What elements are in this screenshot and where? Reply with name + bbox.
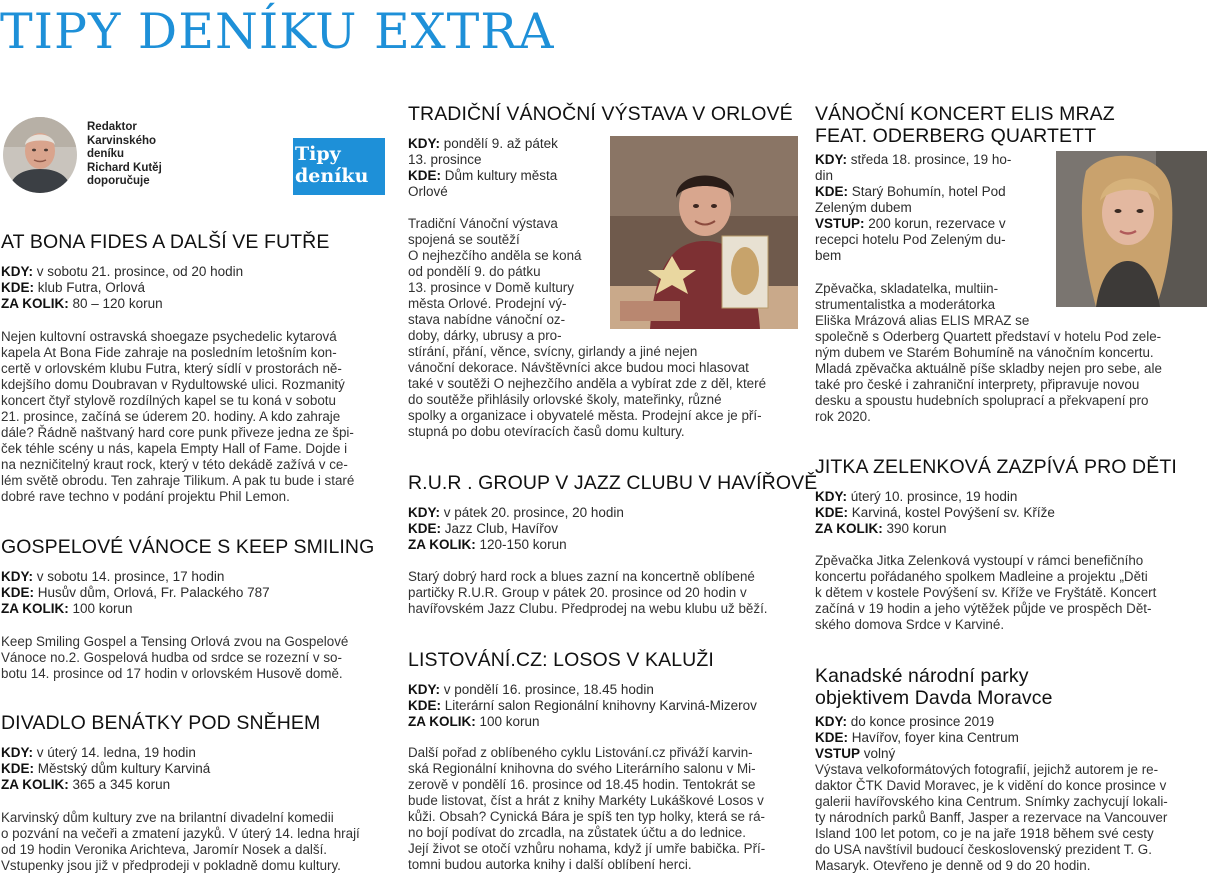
fact-label: ZA KOLIK:	[408, 714, 476, 729]
fact-when: v sobotu 14. prosince, 17 hodin	[36, 569, 225, 584]
body-line: 21. prosince, začíná se úderem 20. hodiny. A kdo zahraje	[1, 409, 341, 424]
fact-price: 120-150 korun	[479, 537, 567, 552]
fact-price: 390 korun	[886, 521, 947, 536]
editor-line: doporučuje	[87, 175, 150, 187]
body-line: začíná v 19 hodin a jeho výtěžek půjde ve prospěch Dět-	[815, 601, 1152, 616]
article-facts	[408, 682, 798, 730]
fact-when: v pondělí 16. prosince, 18.45 hodin	[443, 682, 654, 697]
body-line: Mladá zpěvačka aktuálně píše skladby nejen pro sebe, ale	[815, 361, 1162, 376]
fact-label: VSTUP	[815, 746, 861, 761]
body-line: rok 2020.	[815, 409, 871, 424]
body-line: ček téhle scény u nás, kapela Empty Hall of Fame. Dojde i	[1, 441, 348, 456]
fact-price: 100 korun	[479, 714, 540, 729]
body-line: také v soutěži O nejhezčího anděla a vybírat zde z děl, které	[408, 376, 767, 391]
fact-entry: 200 korun, rezervace v	[868, 216, 1006, 231]
article-facts	[815, 489, 1209, 537]
fact-when: pondělí 9. až pátek	[443, 136, 558, 151]
body-line: tomni budou autorka knihy i další oblíbení herci.	[408, 857, 692, 872]
fact-label: KDE:	[815, 505, 848, 520]
article-body	[408, 745, 765, 873]
body-line: lém světě obrodu. Ten zahraje Tilikum. A pak tu bude i staré	[1, 473, 355, 488]
body-line: strumentalistka a moderátorka	[815, 297, 996, 312]
fact-label: KDE:	[1, 585, 34, 600]
article-title: Kanadské národní parky	[815, 665, 1029, 687]
logo-line: Tipy	[295, 143, 341, 165]
tipy-deniku-logo	[293, 138, 385, 195]
body-line: kůži. Obsah? Cynická Bára je spíš ten typ holky, která se rá-	[408, 809, 765, 824]
body-line: stava nabídne vánoční oz-	[408, 312, 566, 327]
article-title: objektivem Davda Moravce	[815, 687, 1053, 709]
body-line: Island 100 let potom, co je na jaře 1918 během své cesty	[815, 826, 1154, 841]
fact-where: klub Futra, Orlová	[37, 280, 146, 295]
body-line: ského domova Srdce v Karviné.	[815, 617, 1005, 632]
fact-where-cont: Zeleným dubem	[815, 200, 912, 215]
body-line: koncertu pořádaného spolkem Madleine a projektu „Děti	[815, 569, 1148, 584]
article-title: TRADIČNÍ VÁNOČNÍ VÝSTAVA V ORLOVÉ	[408, 103, 793, 125]
article-body	[815, 553, 1156, 633]
article-title: FEAT. ODERBERG QUARTETT	[815, 125, 1097, 147]
body-line: Vstupenky jsou již v předprodeji v pokladně domu kultury.	[1, 858, 341, 873]
fact-label: KDY:	[408, 505, 440, 520]
body-line: vánoční dekorace. Návštěvníci akce budou moci hlasovat	[408, 360, 749, 375]
body-line: daktor ČTK David Moravec, je k vidění do konce prosince v	[815, 778, 1167, 793]
fact-price: 100 korun	[72, 601, 133, 616]
fact-price: 365 a 345 korun	[72, 777, 171, 792]
body-line: Masaryk. Otevřeno je denně od 9 do 20 hodin.	[815, 858, 1091, 873]
editor-photo	[3, 117, 77, 193]
article-facts	[815, 152, 1055, 264]
fact-where-cont: Orlové	[408, 184, 448, 199]
fact-label: KDY:	[815, 714, 847, 729]
body-line: také pro české i zahraniční interprety, připravuje novou	[815, 377, 1140, 392]
logo-line: deníku	[295, 165, 369, 187]
body-line: Tradiční Vánoční výstava	[408, 216, 558, 231]
fact-label: KDE:	[815, 184, 848, 199]
body-line: galerii havířovského kina Centrum. Snímky zachycují lokali-	[815, 794, 1168, 809]
body-line: od 19 hodin Veronika Arichteva, Jaromír Nosek a další.	[1, 842, 328, 857]
body-line: 13. prosince v Domě kultury	[408, 280, 574, 295]
body-line: Karvinský dům kultury zve na brilantní divadelní komedii	[1, 810, 334, 825]
body-line: ty národních parků Banff, Jasper a rezervace na Vancouver	[815, 810, 1168, 825]
fact-label: KDE:	[1, 280, 34, 295]
body-line: k dětem v kostele Povýšení sv. Kříže ve Fryštátě. Koncert	[815, 585, 1157, 600]
fact-entry-cont: bem	[815, 248, 842, 263]
article-title: GOSPELOVÉ VÁNOCE S KEEP SMILING	[1, 536, 375, 558]
fact-when: v sobotu 21. prosince, od 20 hodin	[36, 264, 244, 279]
body-line: ská Regionální knihovna do svého Literárního salonu v Mi-	[408, 761, 756, 776]
fact-label: ZA KOLIK:	[1, 296, 69, 311]
article-facts	[1, 569, 381, 617]
fact-price: 80 – 120 korun	[72, 296, 163, 311]
editor-recommendation	[87, 121, 162, 189]
fact-where: Husův dům, Orlová, Fr. Palackého 787	[37, 585, 270, 600]
body-line: zerově v pondělí 16. prosince od 18.45 hodin. Tentokrát se	[408, 777, 756, 792]
article-title: R.U.R . GROUP V JAZZ CLUBU V HAVÍŘOVĚ	[408, 472, 818, 494]
body-line: O nejhezčího anděla se koná	[408, 248, 582, 263]
fact-label: ZA KOLIK:	[1, 777, 69, 792]
body-line: spojená se soutěží	[408, 232, 520, 247]
body-line: do USA navštívil budoucí československý prezident T. G.	[815, 842, 1152, 857]
body-line: Výstava velkoformátových fotografií, jejichž autorem je re-	[815, 762, 1159, 777]
fact-label: KDY:	[1, 569, 33, 584]
editor-line: deníku	[87, 148, 125, 160]
body-line: Další pořad z oblíbeného cyklu Listování.cz přiváží karvin-	[408, 745, 753, 760]
article-body	[408, 216, 766, 440]
fact-when-cont: din	[815, 168, 834, 183]
body-line: města Orlové. Prodejní vý-	[408, 296, 567, 311]
fact-label: KDY:	[1, 264, 33, 279]
body-line: kapela At Bona Fide zahraje na posledním letošním kon-	[1, 345, 337, 360]
article-title: AT BONA FIDES A DALŠÍ VE FUTŘE	[1, 231, 330, 253]
editor-line: Karvinského	[87, 134, 157, 147]
fact-when: v úterý 14. ledna, 19 hodin	[36, 745, 196, 760]
body-line: ným dubem ve Starém Bohumíně na vánočním koncertu.	[815, 345, 1154, 360]
fact-where: Městský dům kultury Karviná	[37, 761, 211, 776]
body-line: od pondělí 9. do pátku	[408, 264, 541, 279]
fact-label: KDY:	[408, 682, 440, 697]
body-line: stírání, přání, věnce, svícny, girlandy a jiné nejen	[408, 344, 698, 359]
body-line: společně s Oderberg Quartett představí v hotelu Pod zele-	[815, 329, 1162, 344]
body-line: Vánoce no.2. Gospelová hudba od srdce se rozezní v so-	[1, 650, 342, 665]
fact-entry: volný	[863, 746, 896, 761]
fact-when: do konce prosince 2019	[850, 714, 995, 729]
fact-where: Havířov, foyer kina Centrum	[851, 730, 1019, 745]
body-line: Keep Smiling Gospel a Tensing Orlová zvou na Gospelové	[1, 634, 349, 649]
article-body	[1, 329, 354, 505]
fact-label: KDE:	[815, 730, 848, 745]
body-line: partičky R.U.R. Group v pátek 20. prosince od 20 hodin v	[408, 585, 747, 600]
fact-label: VSTUP:	[815, 216, 865, 231]
fact-entry-cont: recepci hotelu Pod Zeleným du-	[815, 232, 1006, 247]
body-line: Nejen kultovní ostravská shoegaze psychedelic kytarová	[1, 329, 337, 344]
fact-label: KDY:	[815, 489, 847, 504]
article-facts	[815, 714, 1209, 762]
fact-when: středa 18. prosince, 19 ho-	[850, 152, 1012, 167]
fact-label: KDE:	[408, 168, 441, 183]
body-line: spolky a organizace i obyvatelé města. Prodejní akce je pří-	[408, 408, 762, 423]
body-line: botu 14. prosince od 17 hodin v orlovském Husově domě.	[1, 666, 343, 681]
fact-where: Literární salon Regionální knihovny Karviná-Mizerov	[444, 698, 757, 713]
article-body	[408, 569, 768, 617]
article-title: JITKA ZELENKOVÁ ZAZPÍVÁ PRO DĚTI	[815, 456, 1177, 478]
body-line: Zpěvačka Jitka Zelenková vystoupí v rámci benefičního	[815, 553, 1144, 568]
editor-line: Richard Kutěj	[87, 161, 162, 174]
body-line: certě v orlovském klubu Futra, který sídlí v prostorách ně-	[1, 361, 342, 376]
fact-label: ZA KOLIK:	[1, 601, 69, 616]
body-line: koncert čtyř stylově rozdílných kapel se tu koná v sobotu	[1, 393, 336, 408]
article-facts	[408, 505, 798, 553]
fact-when: v pátek 20. prosince, 20 hodin	[443, 505, 624, 520]
body-line: kdejšího domu Doubravan v Rydultowské ulici. Rozmanitý	[1, 377, 345, 392]
body-line: no bojí podívat do zrcadla, na zůstatek účtu a do lednice.	[408, 825, 746, 840]
body-line: Starý dobrý hard rock a blues zazní na koncertně oblíbené	[408, 569, 755, 584]
fact-where: Dům kultury města	[444, 168, 558, 183]
article-title: LISTOVÁNÍ.CZ: LOSOS V KALUŽI	[408, 649, 714, 671]
article-title: DIVADLO BENÁTKY POD SNĚHEM	[1, 712, 321, 734]
fact-when-cont: 13. prosince	[408, 152, 482, 167]
body-line: Eliška Mrázová alias ELIS MRAZ se	[815, 313, 1030, 328]
body-line: dále? Řádně naštvaný hard core punk přiveze jedna ze špi-	[1, 425, 354, 440]
body-line: bude listovat, číst a hrát z knihy Markéty Lukáškové Losos v	[408, 793, 764, 808]
editor-line: Redaktor	[87, 121, 137, 133]
body-line: desku a spoustu hudebních spoluprací a překvapení pro	[815, 393, 1149, 408]
article-body	[815, 762, 1168, 874]
fact-when: úterý 10. prosince, 19 hodin	[850, 489, 1018, 504]
fact-where: Karviná, kostel Povýšení sv. Kříže	[851, 505, 1055, 520]
fact-label: KDY:	[408, 136, 440, 151]
article-body	[1, 810, 360, 874]
body-line: Zpěvačka, skladatelka, multiin-	[815, 281, 999, 296]
article-facts	[1, 745, 381, 793]
fact-where: Starý Bohumín, hotel Pod	[851, 184, 1006, 199]
fact-label: KDY:	[815, 152, 847, 167]
fact-label: ZA KOLIK:	[408, 537, 476, 552]
masthead-title: TIPY DENÍKU EXTRA	[0, 3, 555, 60]
fact-label: ZA KOLIK:	[815, 521, 883, 536]
body-line: o pozvání na večeři a zmatení jazyků. V úterý 14. ledna hrají	[1, 826, 360, 841]
article-body	[1, 634, 348, 682]
article-title: VÁNOČNÍ KONCERT ELIS MRAZ	[815, 103, 1115, 125]
body-line: na nezničitelný kraut rock, který v této dekádě zažívá v ce-	[1, 457, 348, 472]
body-line: doby, dárky, ubrusy a pro-	[408, 328, 562, 343]
fact-where: Jazz Club, Havířov	[444, 521, 559, 536]
fact-label: KDE:	[1, 761, 34, 776]
body-line: havířovském Jazz Clubu. Předprodej na webu klubu už běží.	[408, 601, 768, 616]
fact-label: KDE:	[408, 521, 441, 536]
body-line: dobré rave techno v podání projektu Phil Lemon.	[1, 489, 290, 504]
article-facts	[1, 264, 381, 312]
article-facts	[408, 136, 608, 200]
body-line: Její život se otočí vzhůru nohama, když jí umře babička. Pří-	[408, 841, 766, 856]
body-line: do soutěže přihlásily orlovské školy, mateřinky, různé	[408, 392, 722, 407]
body-line: stupná po dobu otevíracích časů domu kultury.	[408, 424, 685, 439]
fact-label: KDY:	[1, 745, 33, 760]
article-body	[815, 281, 1162, 425]
fact-label: KDE:	[408, 698, 441, 713]
